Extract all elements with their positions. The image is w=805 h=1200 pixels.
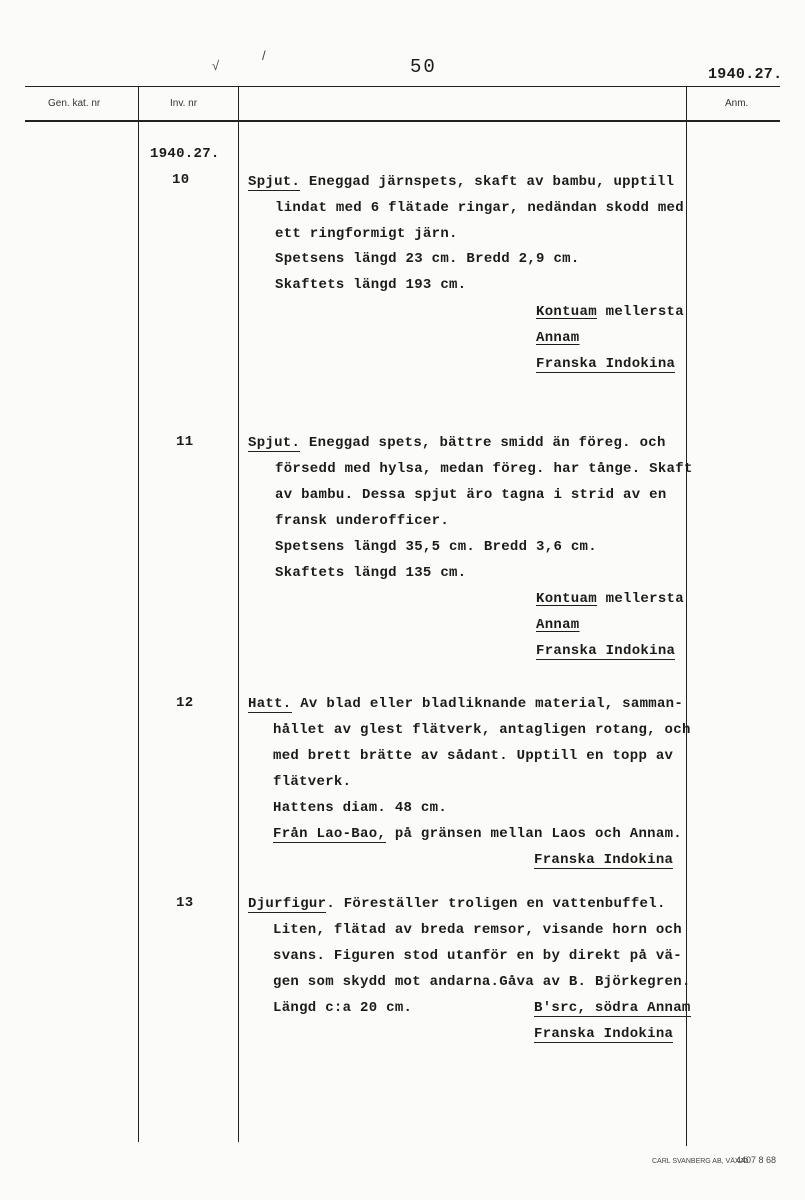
inv-number: 10 — [172, 172, 190, 188]
form-code: 4407 8 68 — [736, 1155, 777, 1165]
inv-number: 12 — [176, 695, 194, 711]
location-line: Annam — [536, 617, 580, 633]
entry-line: Spjut. Eneggad järnspets, skaft av bambu, upptill — [248, 174, 675, 190]
entry-title: Spjut. — [248, 435, 301, 451]
accession-top: 1940.27. — [708, 66, 783, 83]
entry-line: försedd med hylsa, medan föreg. har tånge. Skaft — [275, 461, 693, 477]
location-line: Franska Indokina — [536, 643, 676, 659]
accession-group: 1940.27. — [150, 146, 220, 162]
location-line: Franska Indokina — [534, 852, 674, 868]
header-inv: Inv. nr — [170, 98, 198, 109]
page-number: 50 — [410, 56, 437, 78]
location-line: Kontuam mellersta — [536, 591, 684, 607]
entry-line: ett ringformigt järn. — [275, 226, 458, 242]
entry-line: svans. Figuren stod utanför en by direkt på vä- — [273, 948, 682, 964]
location-line: Kontuam mellersta — [536, 304, 684, 320]
location-line: Franska Indokina — [534, 1026, 674, 1042]
stroke-mark: / — [262, 48, 266, 63]
entry-title: Hatt. — [248, 696, 292, 712]
column-divider-2 — [238, 86, 239, 1142]
check-mark: √ — [212, 58, 220, 73]
entry-line: Spetsens längd 35,5 cm. Bredd 3,6 cm. — [275, 539, 597, 555]
entry-line: Skaftets längd 135 cm. — [275, 565, 467, 581]
inv-number: 11 — [176, 434, 194, 450]
entry-line: Spetsens längd 23 cm. Bredd 2,9 cm. — [275, 251, 580, 267]
entry-line: Från Lao-Bao, på gränsen mellan Laos och Annam. — [273, 826, 682, 842]
printer-imprint: CARL SVANBERG AB, VÄXJÖ — [652, 1158, 749, 1165]
entry-line: Längd c:a 20 cm. — [273, 1000, 413, 1016]
location-line: B'src, södra Annam — [534, 1000, 691, 1016]
location-line: Franska Indokina — [536, 356, 676, 372]
entry-line: flätverk. — [273, 774, 352, 790]
entry-title: Spjut. — [248, 174, 301, 190]
entry-line: Spjut. Eneggad spets, bättre smidd än föreg. och — [248, 435, 666, 451]
entry-title: Djurfigur — [248, 896, 327, 912]
entry-line: Liten, flätad av breda remsor, visande horn och — [273, 922, 682, 938]
inv-number: 13 — [176, 895, 194, 911]
entry-line: fransk underofficer. — [275, 513, 450, 529]
entry-line: Skaftets längd 193 cm. — [275, 277, 467, 293]
entry-line: Hattens diam. 48 cm. — [273, 800, 448, 816]
entry-line: gen som skydd mot andarna.Gåva av B. Björkegren. — [273, 974, 691, 990]
entry-line: Djurfigur. Föreställer troligen en vattenbuffel. — [248, 896, 666, 912]
entry-line: Hatt. Av blad eller bladliknande material, samman- — [248, 696, 684, 712]
entry-line: av bambu. Dessa spjut äro tagna i strid av en — [275, 487, 667, 503]
entry-line: hållet av glest flätverk, antagligen rotang, och — [273, 722, 691, 738]
location-line: Annam — [536, 330, 580, 346]
header-gen-kat: Gen. kat. nr — [48, 98, 101, 109]
entry-line: lindat med 6 flätade ringar, nedändan skodd med — [275, 200, 684, 216]
entry-line: med brett brätte av sådant. Upptill en topp av — [273, 748, 674, 764]
header-anm: Anm. — [725, 98, 749, 109]
column-divider-1 — [138, 86, 139, 1142]
